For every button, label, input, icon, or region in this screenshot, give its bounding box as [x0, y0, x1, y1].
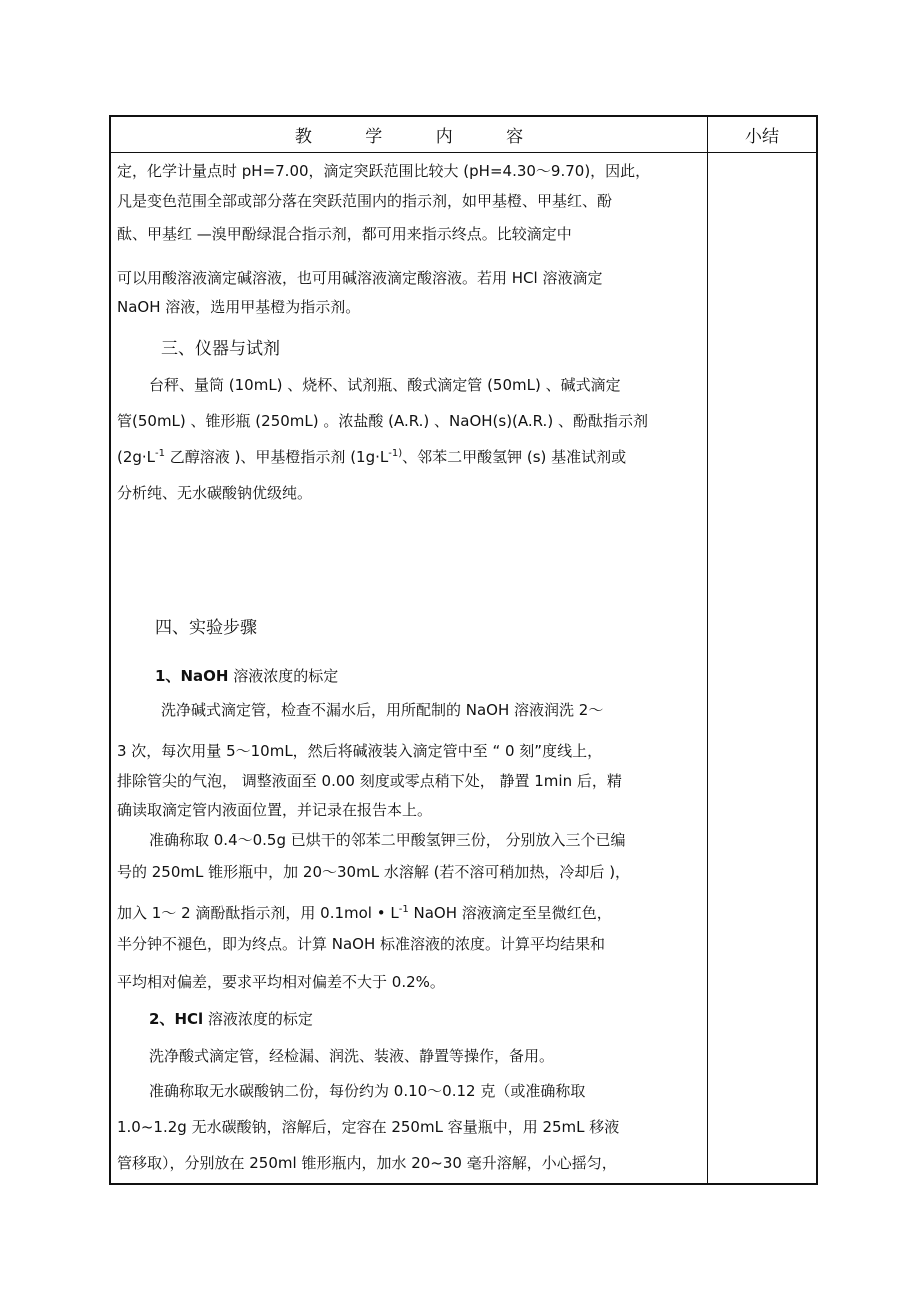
text-line: 凡是变色范围全部或部分落在突跃范围内的指示剂，如甲基橙、甲基红、酚 — [117, 192, 613, 210]
text-line: 管(50mL) 、锥形瓶 (250mL) 。浓盐酸 (A.R.) 、NaOH(s)(A.R.) 、酚酞指示剂 — [117, 412, 648, 430]
text-segment: 加入 1～ 2 滴酚酞指示剂，用 0.1mol • L — [117, 904, 399, 922]
subsection-one-title — [155, 666, 338, 686]
text-line: 台秤、量筒 (10mL) 、烧杯、试剂瓶、酸式滴定管 (50mL) 、碱式滴定 — [149, 376, 621, 394]
text-line: 准确称取无水碳酸钠二份，每份约为 0.10～0.12 克（或准确称取 — [149, 1082, 586, 1100]
text-line: 分析纯、无水碳酸钠优级纯。 — [117, 484, 313, 502]
text-line: 排除管尖的气泡， 调整液面至 0.00 刻度或零点稍下处， 静置 1min 后，精 — [117, 772, 622, 790]
text-line: 半分钟不褪色，即为终点。计算 NaOH 标准溶液的浓度。计算平均结果和 — [117, 935, 606, 953]
text-segment: 、邻苯二甲酸氢钾 (s) 基准试剂或 — [402, 448, 627, 466]
subsection-number: 2、 — [149, 1010, 175, 1028]
superscript: -1) — [388, 448, 403, 459]
text-line: 管移取），分别放在 250ml 锥形瓶内，加水 20~30 毫升溶解，小心摇匀， — [117, 1154, 617, 1172]
header-teaching-content: 教 学 内 容 — [294, 127, 548, 147]
text-line-with-superscript — [117, 903, 612, 923]
header-divider — [109, 152, 818, 153]
text-line: 平均相对偏差，要求平均相对偏差不大于 0.2%。 — [117, 973, 445, 991]
superscript: -1 — [398, 904, 409, 915]
text-line: 洗净碱式滴定管，检查不漏水后，用所配制的 NaOH 溶液润洗 2～ — [161, 701, 604, 719]
text-segment: NaOH 溶液滴定至呈微红色， — [408, 904, 612, 922]
text-line-with-superscript — [117, 447, 626, 467]
column-divider — [707, 115, 708, 1185]
text-line: 确读取滴定管内液面位置，并记录在报告本上。 — [117, 801, 433, 819]
text-segment: 乙醇溶液 )、甲基橙指示剂 (1g·L — [165, 448, 389, 466]
subsection-bold: HCl — [174, 1010, 204, 1028]
text-line: 酞、甲基红 —溴甲酚绿混合指示剂，都可用来指示终点。比较滴定中 — [117, 225, 572, 243]
subsection-bold: NaOH — [180, 667, 229, 685]
text-line: NaOH 溶液，选用甲基橙为指示剂。 — [117, 298, 361, 316]
text-line: 洗净酸式滴定管，经检漏、润洗、装液、静置等操作，备用。 — [149, 1047, 555, 1065]
header-summary: 小结 — [745, 127, 779, 147]
text-line: 定，化学计量点时 pH=7.00，滴定突跃范围比较大 (pH=4.30～9.70)，因此， — [117, 162, 651, 180]
text-segment: (2g·L — [117, 448, 156, 466]
text-line: 准确称取 0.4～0.5g 已烘干的邻苯二甲酸氢钾三份， 分别放入三个已编 — [149, 831, 626, 849]
superscript: -1 — [155, 448, 166, 459]
subsection-two-title — [149, 1009, 313, 1029]
section-four-title: 四、实验步骤 — [155, 618, 257, 638]
text-line: 3 次，每次用量 5～10mL，然后将碱液装入滴定管中至 “ 0 刻”度线上， — [117, 742, 603, 760]
text-line: 号的 250mL 锥形瓶中，加 20～30mL 水溶解 (若不溶可稍加热，冷却后 )， — [117, 863, 631, 881]
subsection-text: 溶液浓度的标定 — [203, 1010, 313, 1028]
section-three-title: 三、仪器与试剂 — [161, 339, 280, 359]
text-line: 1.0~1.2g 无水碳酸钠，溶解后，定容在 250mL 容量瓶中，用 25mL 移液 — [117, 1118, 620, 1136]
subsection-text: 溶液浓度的标定 — [228, 667, 339, 685]
text-line: 可以用酸溶液滴定碱溶液，也可用碱溶液滴定酸溶液。若用 HCl 溶液滴定 — [117, 269, 603, 287]
subsection-number: 1、 — [155, 667, 181, 685]
